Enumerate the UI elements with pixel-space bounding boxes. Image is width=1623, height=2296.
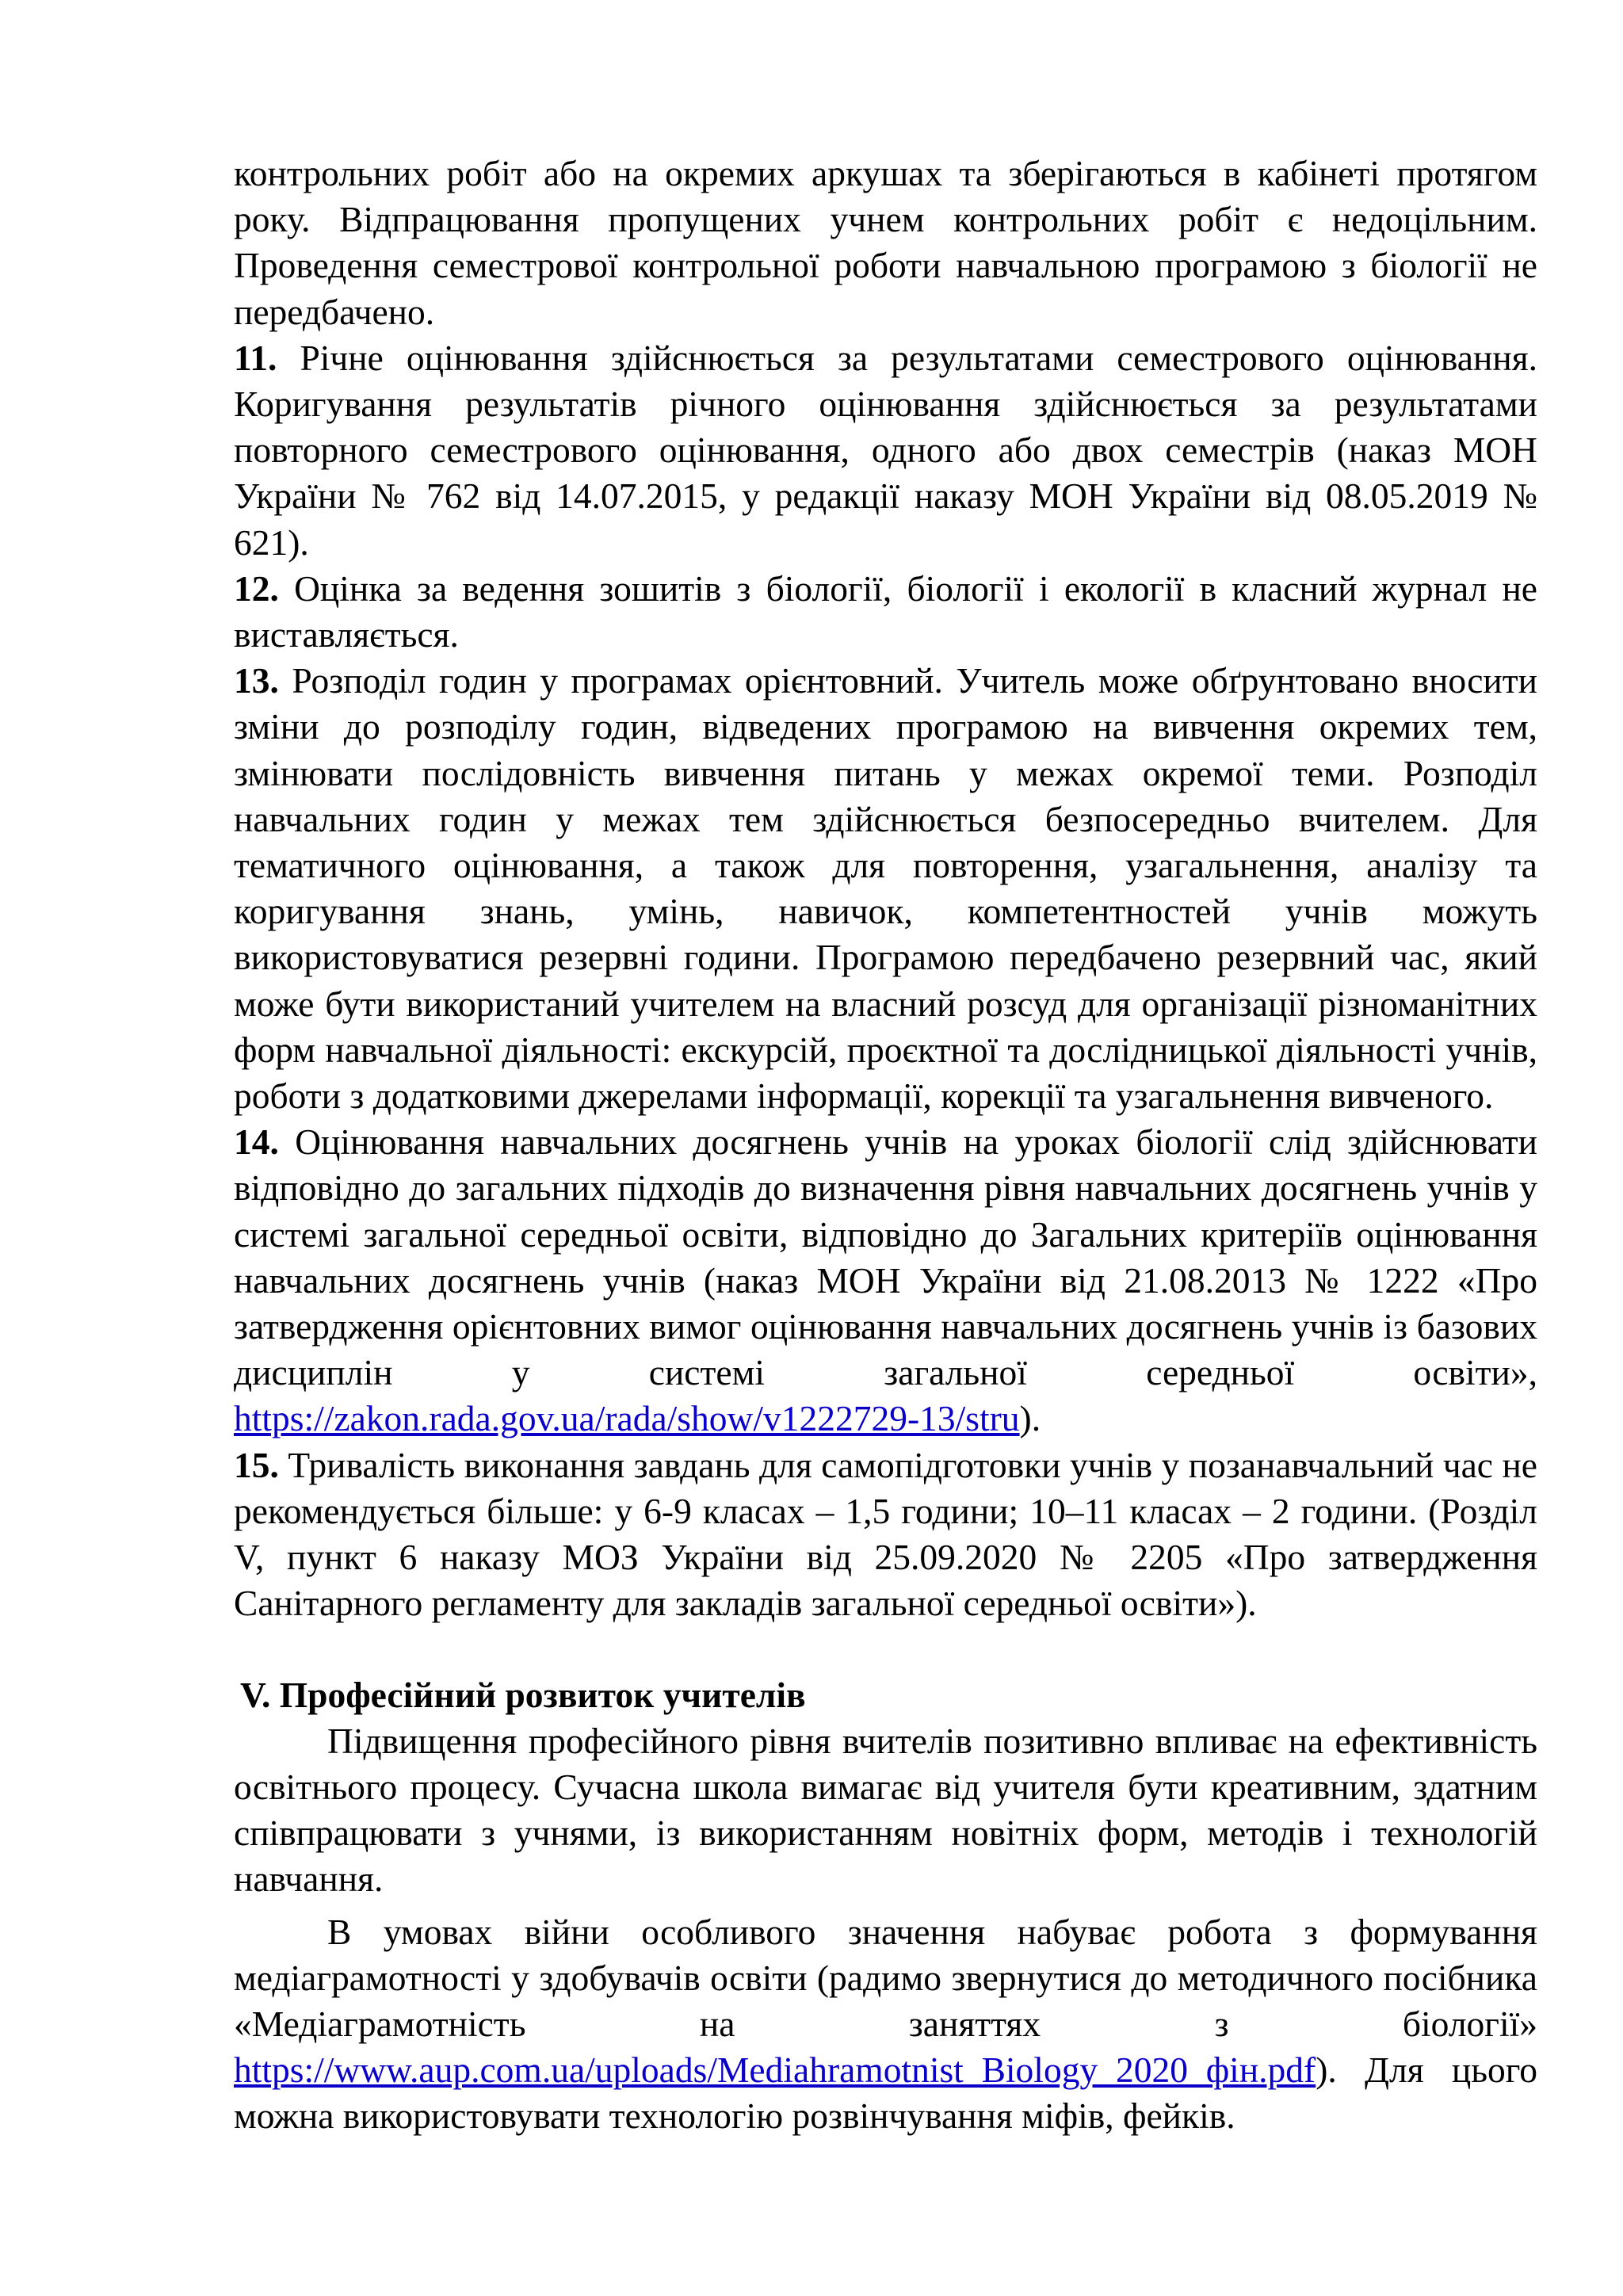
list-item-11 [234,335,1537,566]
item-text: Тривалість виконання завдань для самопідготовки учнів у позанавчальний час не рекомендується більше: у 6-9 класах – 1,5 години; 10–11 класах – 2 години. (Розділ V, пункт 6 наказу МОЗ України від 25.09.2020 № 2205 «Про затвердження Санітарного регламенту для закладів загальної середньої освіти»). [234,1444,1537,1624]
item-text-after: ). [1019,1398,1041,1439]
aup-link[interactable]: https://www.aup.com.ua/uploads/Mediahramotnist_Biology_2020_фін.pdf [234,2050,1316,2091]
item-number: 11. [234,337,277,378]
item-number: 12. [234,567,279,609]
item-text: Річне оцінювання здійснюється за результатами семестрового оцінювання. Коригування результатів річного оцінювання здійснюється за результатами повторного семестрового оцінювання, одного або двох семестрів (наказ МОН України № 762 від 14.07.2015, у редакції наказу МОН України від 08.05.2019 № 621). [234,337,1537,563]
section-paragraph-1: Підвищення професійного рівня вчителів позитивно впливає на ефективність освітнього процесу. Сучасна школа вимагає від учителя бути креативним, здатним співпрацювати з учнями, із використанням новітніх форм, методів і технологій навчання. [234,1720,1537,1900]
paragraph-text-after: ). Для цього можна використовувати технологію розвінчування міфів, фейків. [234,2050,1537,2137]
item-text: Оцінка за ведення зошитів з біології, біології і екології в класний журнал не виставляється. [234,567,1537,655]
item-text: Оцінювання навчальних досягнень учнів на уроках біології слід здійснювати відповідно до загальних підходів до визначення рівня навчальних досягнень учнів у системі загальної середньої освіти, відповідно до Загальних критеріїв оцінювання навчальних досягнень учнів (наказ МОН України від 21.08.2013 № 1222 «Про затвердження орієнтовних вимог оцінювання навчальних досягнень учнів із базових дисциплін у системі загальної середньої освіти», [234,1121,1537,1393]
section-paragraph-2 [234,1909,1537,2140]
item-number: 13. [234,660,279,701]
intro-paragraph: контрольних робіт або на окремих аркушах та зберігаються в кабінеті протягом року. Відпрацювання пропущених учнем контрольних робіт є недоцільним. Проведення семестрової контрольної роботи навчальною програмою з біології не передбачено. [234,153,1537,332]
list-item-15 [234,1442,1537,1627]
list-item-13 [234,658,1537,1119]
item-number: 15. [234,1444,279,1485]
document-page [234,151,1537,2140]
item-number: 14. [234,1121,279,1163]
zakon-rada-link[interactable]: https://zakon.rada.gov.ua/rada/show/v1222729-13/stru [234,1398,1020,1439]
paragraph-text: В умовах війни особливого значення набуває робота з формування медіаграмотності у здобувачів освіти (радимо звернутися до методичного посібника «Медіаграмотність на заняттях з біології» [234,1911,1537,2044]
list-item-14 [234,1119,1537,1442]
section-heading: V. Професійний розвиток учителів [240,1674,806,1715]
item-text: Розподіл годин у програмах орієнтовний. Учитель може обґрунтовано вносити зміни до розподілу годин, відведених програмою на вивчення окремих тем, змінювати послідовність вивчення питань у межах окремої теми. Розподіл навчальних годин у межах тем здійснюється безпосередньо вчителем. Для тематичного оцінювання, а також для повторення, узагальнення, аналізу та коригування знань, умінь, навичок, компетентностей учнів можуть використовуватися резервні години. Програмою передбачено резервний час, який може бути використаний учителем на власний розсуд для організації різноманітних форм навчальної діяльності: екскурсій, проєктної та дослідницької діяльності учнів, роботи з додатковими джерелами інформації, корекції та узагальнення вивченого. [234,660,1537,1117]
list-item-12 [234,566,1537,658]
